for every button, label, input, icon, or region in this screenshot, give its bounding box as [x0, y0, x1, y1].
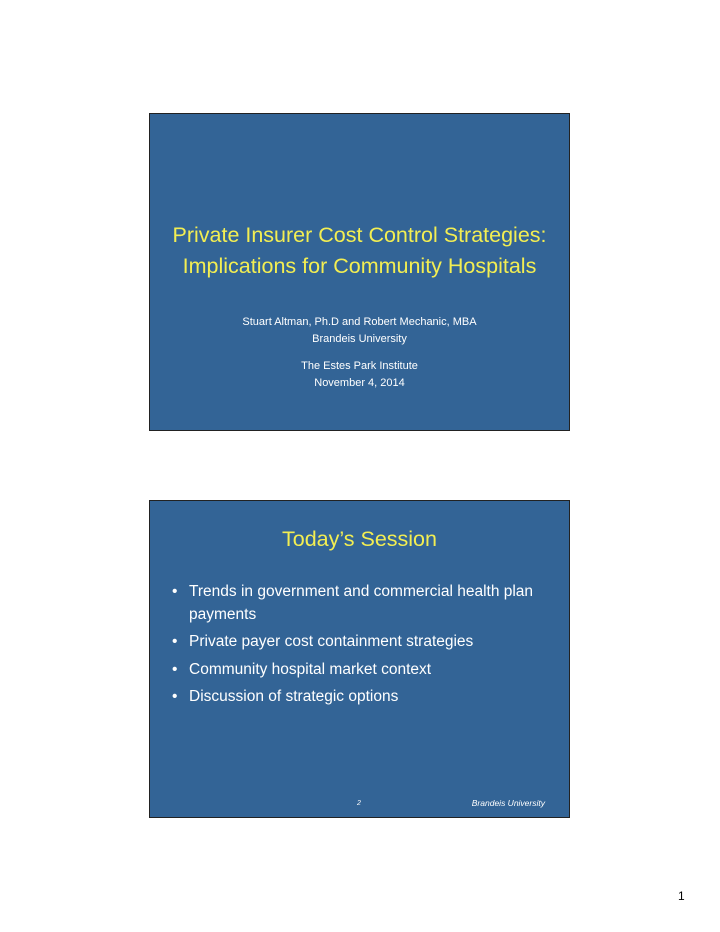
- agenda-slide: [149, 500, 570, 818]
- event-name: The Estes Park Institute: [301, 360, 418, 372]
- bullet-item: • Community hospital market context: [172, 659, 557, 682]
- slide-footer: Brandeis University: [471, 798, 545, 808]
- bullet-list: [172, 581, 557, 714]
- slide-title: Today’s Session: [282, 527, 437, 551]
- bullet-item: • Trends in government and commercial health plan payments: [172, 581, 557, 626]
- title-line-1: Private Insurer Cost Control Strategies:: [172, 223, 547, 247]
- bullet-item: • Discussion of strategic options: [172, 686, 557, 709]
- institution: Brandeis University: [312, 333, 407, 345]
- title-line-2: Implications for Community Hospitals: [182, 254, 537, 278]
- event-date: November 4, 2014: [314, 377, 405, 389]
- title-slide: [149, 113, 570, 431]
- page-number: 1: [678, 889, 685, 903]
- presentation-title: [150, 220, 569, 282]
- bullet-item: • Private payer cost containment strategies: [172, 631, 557, 654]
- authors: Stuart Altman, Ph.D and Robert Mechanic, MBA: [242, 316, 477, 328]
- author-block: [150, 314, 569, 348]
- event-block: [150, 358, 569, 392]
- slide-number: 2: [357, 800, 361, 807]
